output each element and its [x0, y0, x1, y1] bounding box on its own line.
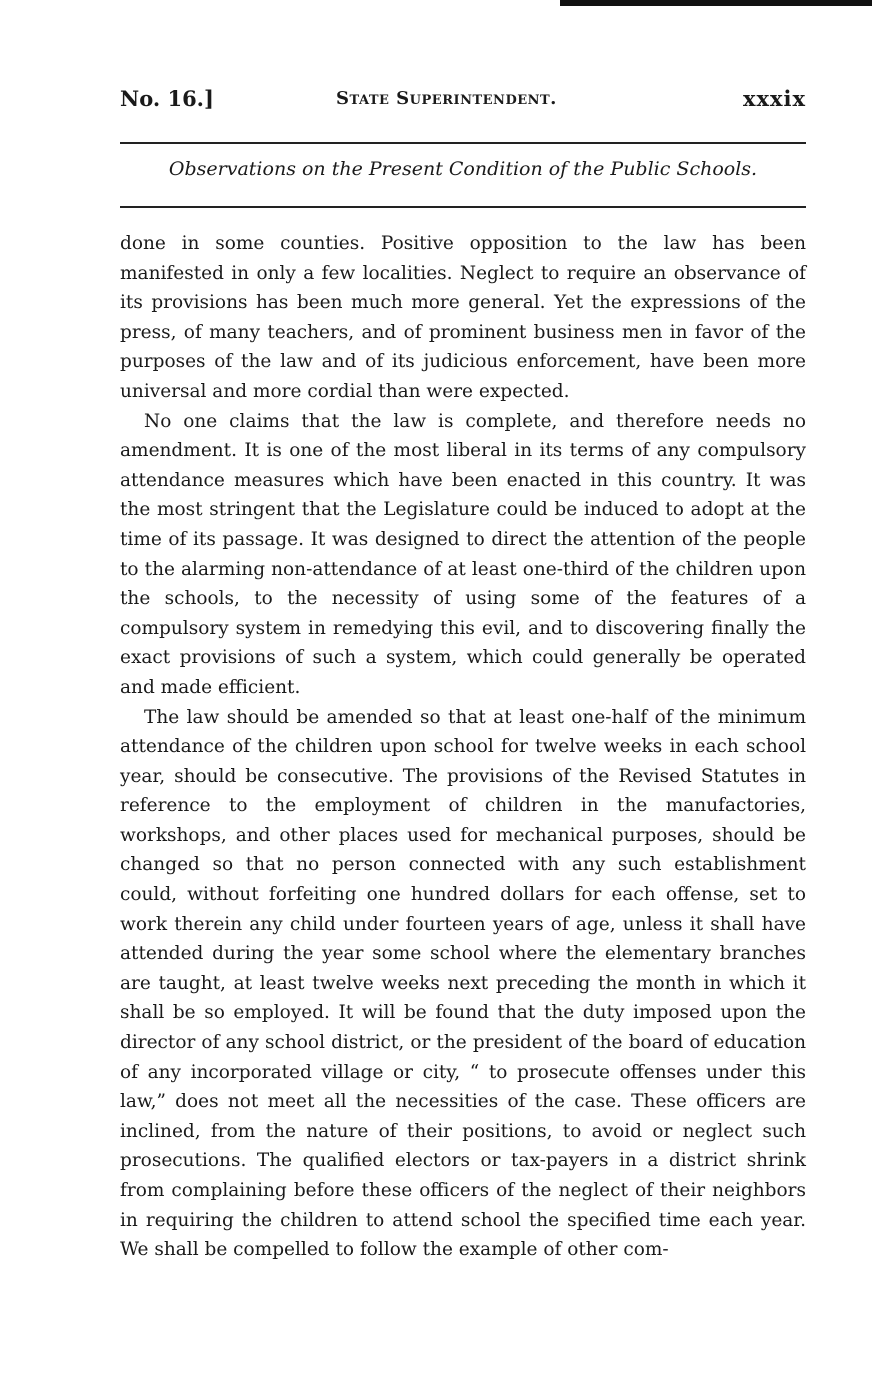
paragraph: done in some counties. Positive opposition to the law has been manifested in only a few localities. Neglect to require an observance of its provisions has been much more general. Yet the expressions of the press, of many teachers, and of prominent business men in favor of the purposes of the law and of its judicious enforcement, have been more universal and more cordial than were expected. — [120, 233, 806, 402]
running-title: State Superintendent. — [336, 88, 557, 109]
page-number: xxxix — [742, 86, 806, 111]
section-subtitle: Observations on the Present Condition of the Public Schools. — [168, 158, 758, 180]
document-number: No. 16.] — [120, 86, 214, 111]
paragraph: The law should be amended so that at least one-half of the minimum attendance of the children upon school for twelve weeks in each school year, should be consecutive. The provisions of the Revised Statutes in reference to the employment of children in the manufactories, workshops, and other places used for mechanical purposes, should be changed so that no person connected with any such establishment could, without forfeiting one hundred dollars for each offense, set to work therein any child under fourteen years of age, unless it shall have attended during the year some school where the elementary branches are taught, at least twelve weeks next preceding the month in which it shall be so employed. It will be found that the duty imposed upon the director of any school district, or the president of the board of education of any incorporated village or city, “ to prosecute offenses under this law,” does not meet all the necessities of the case. These officers are inclined, from the nature of their positions, to avoid or neglect such prosecutions. The qualified electors or tax-payers in a district shrink from complaining before these officers of the neglect of their neighbors in requiring the children to attend school the specified time each year. We shall be compelled to follow the example of other com- — [120, 706, 806, 1261]
page-header — [120, 86, 806, 116]
paragraph: No one claims that the law is complete, and therefore needs no amendment. It is one of the most liberal in its terms of any compulsory attendance measures which have been enacted in this country. It was the most stringent that the Legislature could be induced to adopt at the time of its passage. It was designed to direct the attention of the people to the alarming non-attendance of at least one-third of the children upon the schools, to the necessity of using some of the features of a compulsory system in remedying this evil, and to discovering finally the exact provisions of such a system, which could generally be operated and made efficient. — [120, 410, 806, 698]
header-rule-bottom — [120, 206, 806, 208]
top-edge-bar — [560, 0, 872, 6]
body-text — [120, 229, 806, 1265]
header-rule-top — [120, 142, 806, 144]
